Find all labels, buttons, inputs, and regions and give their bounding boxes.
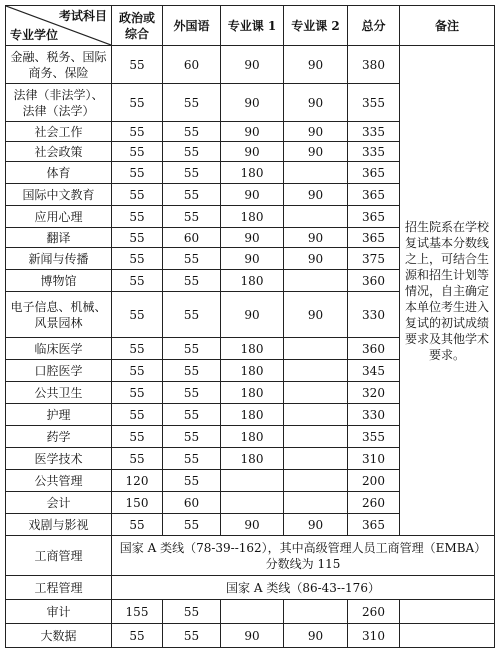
course2-score-cell [284, 270, 348, 292]
major-name-cell: 药学 [6, 426, 112, 448]
total-score-cell: 330 [348, 292, 400, 338]
politics-score-cell: 55 [112, 360, 163, 382]
course2-score-cell: 90 [284, 228, 348, 248]
major-name-cell: 口腔医学 [6, 360, 112, 382]
total-score-cell: 365 [348, 228, 400, 248]
politics-score-cell: 150 [112, 492, 163, 514]
foreign-score-cell: 55 [163, 600, 221, 624]
course2-score-cell: 90 [284, 46, 348, 84]
cutoff-description-cell: 国家 A 类线（86-43--176） [112, 576, 495, 600]
politics-score-cell: 55 [112, 142, 163, 162]
course1-score-cell: 90 [221, 184, 284, 206]
course1-score-cell: 180 [221, 426, 284, 448]
total-score-cell: 365 [348, 184, 400, 206]
course1-score-cell: 90 [221, 46, 284, 84]
course1-score-cell: 90 [221, 292, 284, 338]
major-name-cell: 护理 [6, 404, 112, 426]
foreign-score-cell: 55 [163, 122, 221, 142]
major-name-cell: 国际中文教育 [6, 184, 112, 206]
course1-score-cell: 180 [221, 404, 284, 426]
course2-score-cell [284, 600, 348, 624]
course1-score-cell: 90 [221, 248, 284, 270]
course2-score-cell: 90 [284, 292, 348, 338]
course2-score-cell: 90 [284, 624, 348, 648]
course2-score-cell [284, 162, 348, 184]
major-name-cell: 医学技术 [6, 448, 112, 470]
total-score-cell: 260 [348, 600, 400, 624]
total-score-cell: 320 [348, 382, 400, 404]
course1-score-cell [221, 470, 284, 492]
score-table [5, 5, 495, 648]
foreign-score-cell: 55 [163, 404, 221, 426]
total-score-cell: 360 [348, 270, 400, 292]
total-score-cell: 365 [348, 162, 400, 184]
course1-score-cell: 180 [221, 360, 284, 382]
politics-score-cell: 55 [112, 84, 163, 122]
major-name-cell: 会计 [6, 492, 112, 514]
course1-score-cell: 180 [221, 270, 284, 292]
course2-score-cell [284, 492, 348, 514]
foreign-score-cell: 55 [163, 360, 221, 382]
foreign-score-cell: 55 [163, 338, 221, 360]
course2-score-cell [284, 338, 348, 360]
major-name-cell: 新闻与传播 [6, 248, 112, 270]
foreign-score-cell: 60 [163, 46, 221, 84]
major-name-cell: 工程管理 [6, 576, 112, 600]
major-name-cell: 电子信息、机械、风景园林 [6, 292, 112, 338]
header-course2: 专业课 2 [284, 6, 348, 46]
politics-score-cell: 55 [112, 122, 163, 142]
header-subject-label: 考试科目 [58, 9, 107, 23]
politics-score-cell: 55 [112, 624, 163, 648]
course1-score-cell: 90 [221, 84, 284, 122]
course1-score-cell: 90 [221, 228, 284, 248]
table-row [6, 600, 495, 624]
course2-score-cell: 90 [284, 122, 348, 142]
header-remark: 备注 [400, 6, 495, 46]
header-course1: 专业课 1 [221, 6, 284, 46]
course1-score-cell: 90 [221, 122, 284, 142]
foreign-score-cell: 55 [163, 426, 221, 448]
foreign-score-cell: 55 [163, 162, 221, 184]
politics-score-cell: 55 [112, 426, 163, 448]
course2-score-cell [284, 360, 348, 382]
course1-score-cell: 90 [221, 624, 284, 648]
foreign-score-cell: 60 [163, 228, 221, 248]
course1-score-cell: 180 [221, 448, 284, 470]
table-row [6, 536, 495, 576]
course2-score-cell [284, 382, 348, 404]
total-score-cell: 355 [348, 84, 400, 122]
total-score-cell: 200 [348, 470, 400, 492]
course2-score-cell: 90 [284, 514, 348, 536]
major-name-cell: 临床医学 [6, 338, 112, 360]
total-score-cell: 330 [348, 404, 400, 426]
politics-score-cell: 155 [112, 600, 163, 624]
politics-score-cell: 55 [112, 206, 163, 228]
major-name-cell: 博物馆 [6, 270, 112, 292]
politics-score-cell: 55 [112, 338, 163, 360]
major-name-cell: 大数据 [6, 624, 112, 648]
foreign-score-cell: 55 [163, 624, 221, 648]
foreign-score-cell: 60 [163, 492, 221, 514]
course1-score-cell: 90 [221, 142, 284, 162]
header-degree-label: 专业学位 [10, 28, 59, 42]
politics-score-cell: 55 [112, 46, 163, 84]
foreign-score-cell: 55 [163, 448, 221, 470]
course1-score-cell: 180 [221, 206, 284, 228]
major-name-cell: 社会工作 [6, 122, 112, 142]
total-score-cell: 375 [348, 248, 400, 270]
politics-score-cell: 55 [112, 404, 163, 426]
total-score-cell: 360 [348, 338, 400, 360]
politics-score-cell: 55 [112, 162, 163, 184]
course2-score-cell: 90 [284, 142, 348, 162]
course1-score-cell: 180 [221, 382, 284, 404]
foreign-score-cell: 55 [163, 184, 221, 206]
table-row [6, 624, 495, 648]
major-name-cell: 法律（非法学）、法律（法学） [6, 84, 112, 122]
header-foreign: 外国语 [163, 6, 221, 46]
politics-score-cell: 55 [112, 228, 163, 248]
total-score-cell: 260 [348, 492, 400, 514]
politics-score-cell: 55 [112, 248, 163, 270]
foreign-score-cell: 55 [163, 142, 221, 162]
course1-score-cell [221, 492, 284, 514]
major-name-cell: 公共管理 [6, 470, 112, 492]
foreign-score-cell: 55 [163, 514, 221, 536]
politics-score-cell: 55 [112, 448, 163, 470]
course1-score-cell: 180 [221, 162, 284, 184]
major-name-cell: 工商管理 [6, 536, 112, 576]
major-name-cell: 戏剧与影视 [6, 514, 112, 536]
major-name-cell: 审计 [6, 600, 112, 624]
major-name-cell: 金融、税务、国际商务、保险 [6, 46, 112, 84]
politics-score-cell: 55 [112, 382, 163, 404]
total-score-cell: 365 [348, 514, 400, 536]
politics-score-cell: 55 [112, 184, 163, 206]
course2-score-cell: 90 [284, 184, 348, 206]
total-score-cell: 335 [348, 142, 400, 162]
major-name-cell: 社会政策 [6, 142, 112, 162]
politics-score-cell: 120 [112, 470, 163, 492]
foreign-score-cell: 55 [163, 84, 221, 122]
politics-score-cell: 55 [112, 270, 163, 292]
table-body [6, 46, 495, 648]
cutoff-description-cell: 国家 A 类线（78-39--162），其中高级管理人员工商管理（EMBA）分数线为 115 [112, 536, 495, 576]
course1-score-cell: 180 [221, 338, 284, 360]
politics-score-cell: 55 [112, 514, 163, 536]
total-score-cell: 310 [348, 624, 400, 648]
politics-score-cell: 55 [112, 292, 163, 338]
course1-score-cell: 90 [221, 514, 284, 536]
foreign-score-cell: 55 [163, 206, 221, 228]
foreign-score-cell: 55 [163, 270, 221, 292]
table-header [6, 6, 495, 46]
header-corner-cell [6, 6, 112, 46]
header-politics: 政治或 综合 [112, 6, 163, 46]
header-total: 总分 [348, 6, 400, 46]
remark-empty-cell [400, 624, 495, 648]
total-score-cell: 380 [348, 46, 400, 84]
major-name-cell: 应用心理 [6, 206, 112, 228]
remark-note-cell: 招生院系在学校复试基本分数线之上，可结合生源和招生计划等情况，自主确定本单位考生进入复试的初试成绩要求及其他学术要求。 [400, 46, 495, 536]
course2-score-cell: 90 [284, 84, 348, 122]
total-score-cell: 355 [348, 426, 400, 448]
total-score-cell: 345 [348, 360, 400, 382]
course2-score-cell [284, 206, 348, 228]
table-row [6, 46, 495, 84]
total-score-cell: 310 [348, 448, 400, 470]
course2-score-cell [284, 448, 348, 470]
course2-score-cell [284, 404, 348, 426]
remark-empty-cell [400, 600, 495, 624]
total-score-cell: 335 [348, 122, 400, 142]
foreign-score-cell: 55 [163, 382, 221, 404]
course2-score-cell: 90 [284, 248, 348, 270]
foreign-score-cell: 55 [163, 292, 221, 338]
major-name-cell: 公共卫生 [6, 382, 112, 404]
course2-score-cell [284, 426, 348, 448]
course2-score-cell [284, 470, 348, 492]
table-row [6, 576, 495, 600]
total-score-cell: 365 [348, 206, 400, 228]
foreign-score-cell: 55 [163, 248, 221, 270]
course1-score-cell [221, 600, 284, 624]
major-name-cell: 体育 [6, 162, 112, 184]
header-row [6, 6, 495, 46]
major-name-cell: 翻译 [6, 228, 112, 248]
foreign-score-cell: 55 [163, 470, 221, 492]
